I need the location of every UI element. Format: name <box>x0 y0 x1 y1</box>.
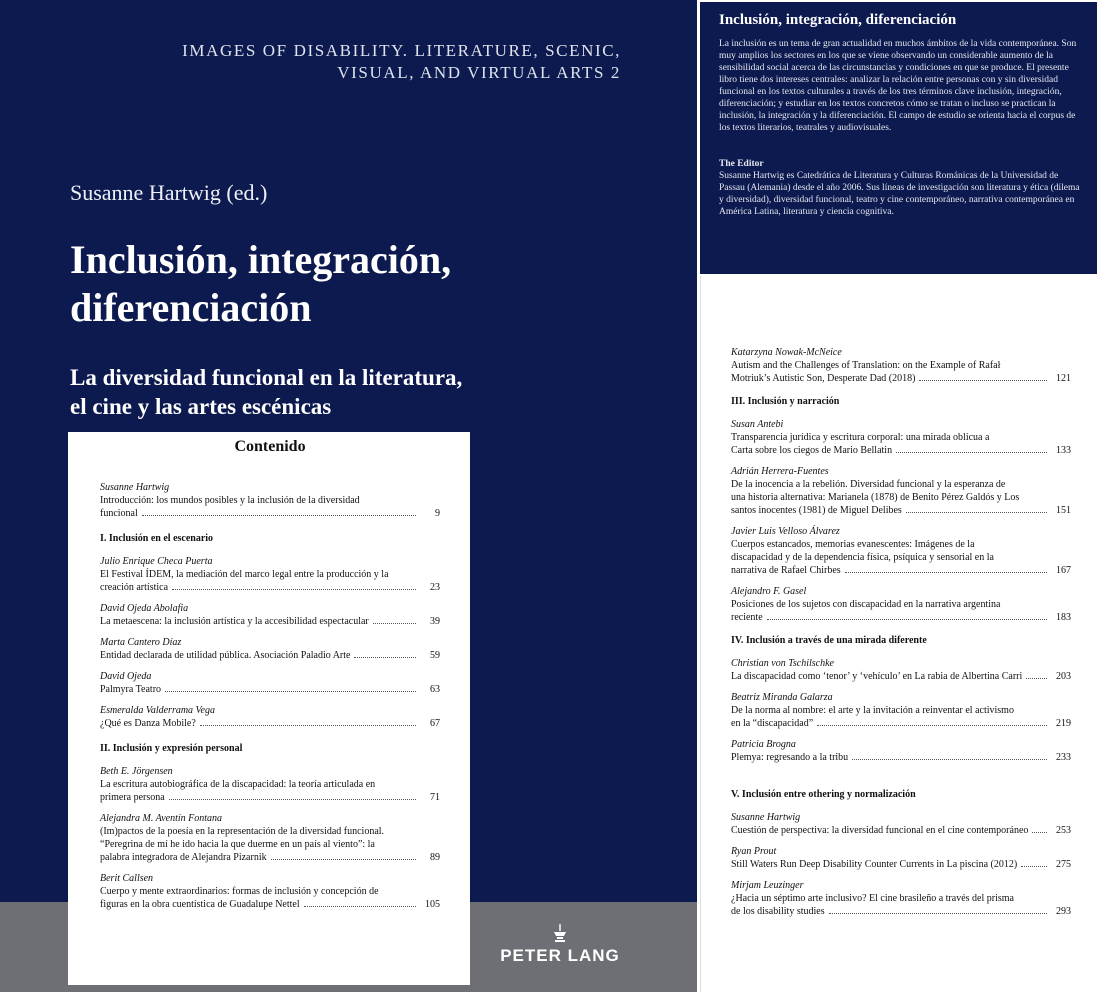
toc-section-heading: III. Inclusión y narración <box>731 396 840 407</box>
toc-page-2 <box>700 276 1099 992</box>
toc-page-number: 253 <box>1056 825 1071 836</box>
toc-title-line: (Im)pactos de la poesía en la representación de la diversidad funcional. <box>100 826 385 837</box>
toc-entry <box>100 670 440 696</box>
toc-author: Susanne Hartwig <box>731 812 801 823</box>
toc-author: Alejandro F. Gasel <box>731 586 807 597</box>
series-title <box>101 40 621 84</box>
toc-page-number: 89 <box>430 852 440 863</box>
toc-page-number: 203 <box>1056 671 1071 682</box>
series-line-2: VISUAL, AND VIRTUAL ARTS 2 <box>337 63 621 82</box>
cover-editor: Susanne Hartwig (ed.) <box>70 180 268 205</box>
toc-entry <box>731 691 1071 730</box>
blurb-title: Inclusión, integración, diferenciación <box>719 12 957 28</box>
subtitle-line-2: el cine y las artes escénicas <box>70 394 332 419</box>
toc-author: David Ojeda Abolafia <box>100 603 189 614</box>
title-line-1: Inclusión, integración, <box>70 237 452 282</box>
toc-title-line: Cuerpos estancados, memorias evanescentes: Imágenes de la <box>731 539 975 550</box>
toc-title-line: De la inocencia a la rebelión. Diversidad funcional y la esperanza de <box>731 479 1006 490</box>
toc-entry <box>731 525 1071 577</box>
toc-author: Susanne Hartwig <box>100 482 170 493</box>
toc-title-line: El Festival ÍDEM, la mediación del marco legal entre la producción y la <box>100 569 389 580</box>
toc-title-line: funcional <box>100 508 138 519</box>
toc-page-number: 9 <box>435 508 440 519</box>
toc-title-line: Cuestión de perspectiva: la diversidad funcional en el cine contemporáneo <box>731 825 1029 836</box>
toc-entry <box>100 602 440 628</box>
publisher-name: PETER LANG <box>500 946 620 965</box>
toc-title-line: santos inocentes (1981) de Miguel Delibes <box>731 505 902 516</box>
toc-author: Julio Enrique Checa Puerta <box>100 556 213 567</box>
toc-entry <box>100 636 440 662</box>
lamp-icon <box>550 922 570 944</box>
toc-page-number: 183 <box>1056 612 1071 623</box>
toc-entry <box>100 872 440 911</box>
subtitle-line-1: La diversidad funcional en la literatura, <box>70 365 463 390</box>
toc-title-line: La discapacidad como ‘tenor’ y ‘vehículo’ en La rabia de Albertina Carri <box>731 671 1023 682</box>
toc-author: Katarzyna Nowak-McNeice <box>731 347 842 358</box>
toc-author: Esmeralda Valderrama Vega <box>100 705 215 716</box>
toc-author: Christian von Tschilschke <box>731 658 834 669</box>
toc-title-line: ¿Hacia un séptimo arte inclusivo? El cine brasileño a través del prisma <box>731 893 1014 904</box>
toc-title-line: creación artística <box>100 582 169 593</box>
toc-section-heading: V. Inclusión entre othering y normalización <box>731 789 916 800</box>
toc-entry <box>731 845 1071 871</box>
back-cover-blurb <box>700 2 1097 274</box>
toc-title-line: Entidad declarada de utilidad pública. Asociación Paladio Arte <box>100 650 351 661</box>
toc-title-line: De la norma al nombre: el arte y la invitación a reinventar el activismo <box>731 705 1014 716</box>
toc-title-line: reciente <box>731 612 763 623</box>
toc-entry <box>731 585 1071 624</box>
toc-page-number: 39 <box>430 616 440 627</box>
toc-title-line: Carta sobre los ciegos de Mario Bellatin <box>731 445 893 456</box>
toc-title-line: La escritura autobiográfica de la discapacidad: la teoría articulada en <box>100 779 376 790</box>
toc-entry <box>731 879 1071 918</box>
toc-title-line: una historia alternativa: Marianela (1878) de Benito Pérez Galdós y Los <box>731 492 1020 503</box>
toc-entry <box>731 418 1071 457</box>
toc-author: Alejandra M. Aventín Fontana <box>100 813 223 824</box>
toc-page-1 <box>68 432 470 985</box>
editor-label: The Editor <box>719 159 764 169</box>
toc-page-number: 167 <box>1056 565 1071 576</box>
toc-entry <box>100 481 440 520</box>
toc-author: Mirjam Leuzinger <box>731 880 804 891</box>
book-title <box>70 236 451 332</box>
toc-entry <box>731 657 1071 683</box>
toc-title-line: La metaescena: la inclusión artística y la accesibilidad espectacular <box>100 616 369 627</box>
blurb-text: La inclusión es un tema de gran actualidad en muchos ámbitos de la vida contemporánea. Son muy amplios los sectores en los que se viene observando un considerable aumento de la sensibilidad social acerca de las circunstancias y condiciones en que se produce. El presente libro tiene dos intereses centrales: analizar la relación entre personas con y sin diversidad funcional en los textos culturales a través de los tres términos clave inclusión, integración, diferenciación; y estudiar en los textos concretos cómo se tratan o incluso se practican la inclusión, la integración y la diferenciación. El campo de estudio se orienta hacia el corpus de los textos literarios, teatrales y audiovisuales. <box>719 39 1077 133</box>
toc-entry <box>100 704 440 730</box>
toc-page-number: 233 <box>1056 752 1071 763</box>
series-line-1: IMAGES OF DISABILITY. LITERATURE, SCENIC, <box>182 41 621 60</box>
toc-page-number: 105 <box>425 899 440 910</box>
toc-section-heading: I. Inclusión en el escenario <box>100 533 214 544</box>
toc-author: Adrián Herrera-Fuentes <box>731 466 829 477</box>
toc-author: Beatriz Miranda Galarza <box>731 692 833 703</box>
toc-page-number: 219 <box>1056 718 1071 729</box>
toc-section-heading: II. Inclusión y expresión personal <box>100 743 243 754</box>
toc-page-number: 121 <box>1056 373 1071 384</box>
editor-bio: Susanne Hartwig es Catedrática de Literatura y Culturas Románicas de la Universidad de Passau (Alemania) desde el año 2006. Sus líneas de investigación son literatura y ética (dilema y diversidad), diversidad funcional, teatro y cine contemporáneo, narrativa contemporánea en América Latina, literatura y ciencia cognitiva. <box>719 171 1080 217</box>
toc-title-line: en la “discapacidad” <box>731 718 814 729</box>
toc-entry <box>731 346 1071 385</box>
toc-author: Susan Antebi <box>731 419 784 430</box>
toc-entry <box>100 555 440 594</box>
toc-page-number: 63 <box>430 684 440 695</box>
toc-title-line: Transparencia jurídica y escritura corporal: una mirada oblicua a <box>731 432 990 443</box>
toc-title-line: Autism and the Challenges of Translation: on the Example of Rafał <box>731 360 1001 371</box>
toc-title-line: Still Waters Run Deep Disability Counter Currents in La piscina (2012) <box>731 859 1018 870</box>
toc-page-number: 23 <box>430 582 440 593</box>
toc-title-line: primera persona <box>100 792 165 803</box>
toc-page-number: 67 <box>430 718 440 729</box>
toc-title-line: figuras en la obra cuentística de Guadalupe Nettel <box>100 899 300 910</box>
toc-entry <box>731 465 1071 517</box>
toc-section-heading: IV. Inclusión a través de una mirada diferente <box>731 635 927 646</box>
toc-author: Patricia Brogna <box>731 739 796 750</box>
toc-title-line: Motriuk’s Autistic Son, Desperate Dad (2018) <box>731 373 916 384</box>
toc-title-line: discapacidad y de la dependencia física, psíquica y sensorial en la <box>731 552 994 563</box>
toc-title-line: Cuerpo y mente extraordinarios: formas de inclusión y concepción de <box>100 886 379 897</box>
toc-author: Berit Callsen <box>100 873 154 884</box>
toc-title-line: Palmyra Teatro <box>100 684 162 695</box>
toc-author: Javier Luis Velloso Álvarez <box>731 526 840 537</box>
toc-page-number: 293 <box>1056 906 1071 917</box>
toc-title-line: Introducción: los mundos posibles y la inclusión de la diversidad <box>100 495 360 506</box>
toc-page-number: 275 <box>1056 859 1071 870</box>
toc-title-line: ¿Qué es Danza Mobile? <box>100 718 196 729</box>
toc-page-number: 59 <box>430 650 440 661</box>
toc-title-line: “Peregrina de mí he ido hacia la que duerme en un país al viento”: la <box>100 839 375 850</box>
toc-author: Beth E. Jörgensen <box>100 766 173 777</box>
title-line-2: diferenciación <box>70 285 312 330</box>
toc-page-number: 71 <box>430 792 440 803</box>
toc-page-number: 151 <box>1056 505 1071 516</box>
toc-title-line: Plemya: regresando a la tribu <box>731 752 849 763</box>
toc-entry <box>731 811 1071 837</box>
toc-entry <box>100 812 440 864</box>
toc-title-line: de los disability studies <box>731 906 825 917</box>
toc-author: Ryan Prout <box>731 846 777 857</box>
toc-title-line: narrativa de Rafael Chirbes <box>731 565 841 576</box>
toc-entry <box>731 738 1071 764</box>
toc-entry <box>100 765 440 804</box>
toc-author: David Ojeda <box>100 671 152 682</box>
toc-heading: Contenido <box>234 438 306 455</box>
toc-author: Marta Cantero Díaz <box>100 637 182 648</box>
toc-page-number: 133 <box>1056 445 1071 456</box>
book-subtitle <box>70 363 462 421</box>
publisher-logo <box>500 922 620 966</box>
toc-title-line: Posiciones de los sujetos con discapacidad en la narrativa argentina <box>731 599 1001 610</box>
toc-title-line: palabra integradora de Alejandra Pizarnik <box>100 852 267 863</box>
